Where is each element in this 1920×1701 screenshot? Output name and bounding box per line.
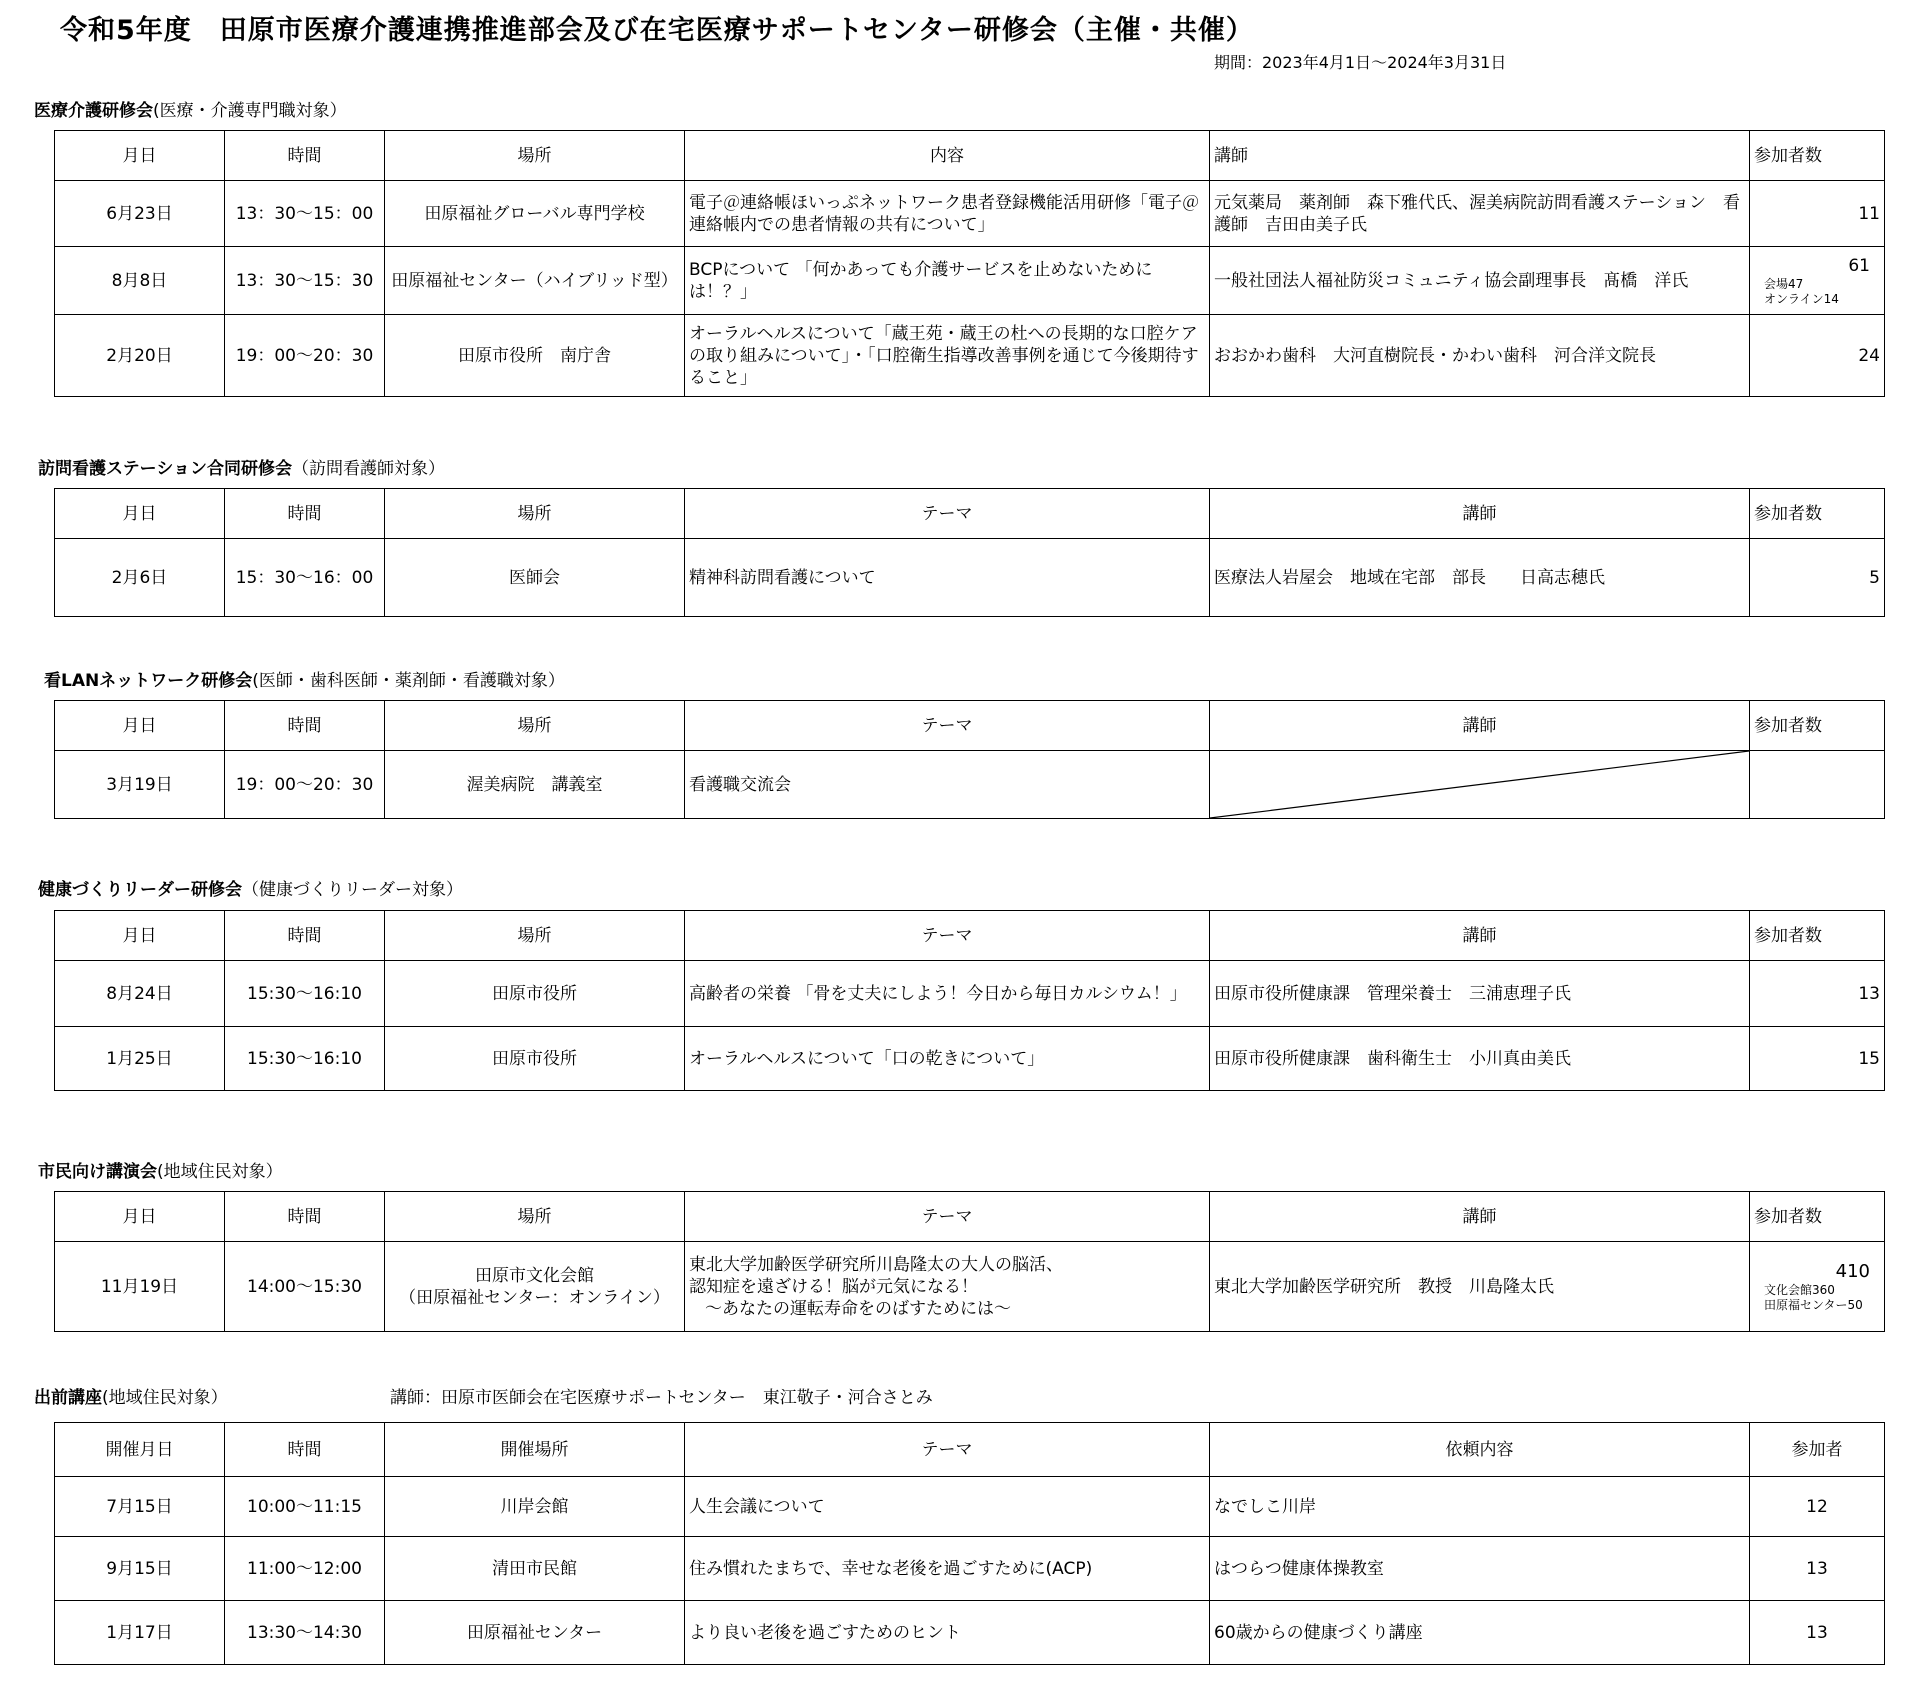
cell-content: オーラルヘルスについて「蔵王苑・蔵王の杜への長期的な口腔ケアの取り組みについて」・「口腔衛生指導改善事例を通じて今後期待すること」 <box>685 315 1210 397</box>
count-online: オンライン14 <box>1764 291 1839 306</box>
table-header-row <box>55 1423 1885 1477</box>
cell-lecturer: おおかわ歯科 大河直樹院長・かわい歯科 河合洋文院長 <box>1210 315 1750 397</box>
header-count: 参加者数 <box>1750 131 1885 181</box>
cell-theme: オーラルヘルスについて「口の乾きについて」 <box>685 1027 1210 1091</box>
cell-count: 13 <box>1750 961 1885 1027</box>
table-row <box>55 1242 1885 1332</box>
header-content: 内容 <box>685 131 1210 181</box>
cell-count <box>1750 1242 1885 1332</box>
cell-place: 田原福祉センター（ハイブリッド型） <box>385 247 685 315</box>
header-count: 参加者数 <box>1750 701 1885 751</box>
cell-time: 14:00～15:30 <box>225 1242 385 1332</box>
section-6-table <box>54 1422 1885 1665</box>
table-row <box>55 539 1885 617</box>
cell-place: 田原福祉グローバル専門学校 <box>385 181 685 247</box>
table-header-row <box>55 1192 1885 1242</box>
header-date: 月日 <box>55 1192 225 1242</box>
header-place: 場所 <box>385 1192 685 1242</box>
table-row <box>55 1537 1885 1601</box>
header-request: 依頼内容 <box>1210 1423 1750 1477</box>
cell-time: 19：00～20：30 <box>225 315 385 397</box>
cell-lecturer: 田原市役所健康課 歯科衛生士 小川真由美氏 <box>1210 1027 1750 1091</box>
theme-line-3: ～あなたの運転寿命をのばすためには～ <box>705 1298 1011 1319</box>
section-4-table <box>54 910 1885 1091</box>
cell-date: 3月19日 <box>55 751 225 819</box>
header-date: 月日 <box>55 701 225 751</box>
section-4-target: （健康づくりリーダー対象） <box>242 880 463 900</box>
header-date: 月日 <box>55 131 225 181</box>
cell-count: 5 <box>1750 539 1885 617</box>
cell-date: 1月17日 <box>55 1601 225 1665</box>
table-header-row <box>55 701 1885 751</box>
cell-date: 8月24日 <box>55 961 225 1027</box>
cell-date: 9月15日 <box>55 1537 225 1601</box>
table-row <box>55 315 1885 397</box>
section-2-table <box>54 488 1885 617</box>
header-date: 月日 <box>55 911 225 961</box>
section-3-title <box>44 666 565 691</box>
header-time: 時間 <box>225 1192 385 1242</box>
count-venue: 会場47 <box>1764 276 1804 291</box>
cell-date: 11月19日 <box>55 1242 225 1332</box>
cell-count <box>1750 751 1885 819</box>
cell-time: 11:00～12:00 <box>225 1537 385 1601</box>
cell-place: 渥美病院 講義室 <box>385 751 685 819</box>
cell-theme: 人生会議について <box>685 1477 1210 1537</box>
theme-line-2: 認知症を遠ざける！脳が元気になる！ <box>689 1276 978 1297</box>
section-1-table <box>54 130 1885 397</box>
table-row <box>55 1601 1885 1665</box>
cell-count: 11 <box>1750 181 1885 247</box>
header-place: 開催場所 <box>385 1423 685 1477</box>
section-1-title <box>34 96 347 121</box>
section-4-name: 健康づくりリーダー研修会 <box>38 880 242 900</box>
table-header-row <box>55 911 1885 961</box>
header-date: 月日 <box>55 489 225 539</box>
table-row <box>55 1477 1885 1537</box>
document-title: 令和5年度 田原市医療介護連携推進部会及び在宅医療サポートセンター研修会（主催・共催） <box>60 15 1254 46</box>
cell-time: 13:30～14:30 <box>225 1601 385 1665</box>
cell-content: 電子＠連絡帳ほいっぷネットワーク患者登録機能活用研修「電子＠連絡帳内での患者情報の共有について」 <box>685 181 1210 247</box>
header-place: 場所 <box>385 911 685 961</box>
cell-lecturer: 元気薬局 薬剤師 森下雅代氏、渥美病院訪問看護ステーション 看護師 吉田由美子氏 <box>1210 181 1750 247</box>
header-theme: テーマ <box>685 489 1210 539</box>
section-6-name: 出前講座 <box>34 1388 102 1408</box>
section-3-target: (医師・歯科医師・薬剤師・看護職対象） <box>252 671 565 691</box>
section-3-table <box>54 700 1885 819</box>
section-6-lecturer-note: 講師：田原市医師会在宅医療サポートセンター 東江敬子・河合さとみ <box>390 1388 933 1408</box>
cell-content: BCPについて 「何かあっても介護サービスを止めないためには！？」 <box>685 247 1210 315</box>
cell-time: 10:00～11:15 <box>225 1477 385 1537</box>
section-1-target: (医療・介護専門職対象） <box>153 101 347 121</box>
header-place: 場所 <box>385 489 685 539</box>
cell-place: 清田市民館 <box>385 1537 685 1601</box>
table-row <box>55 181 1885 247</box>
table-header-row <box>55 131 1885 181</box>
count-total: 410 <box>1835 1260 1870 1282</box>
cell-date: 2月20日 <box>55 315 225 397</box>
cell-request: 60歳からの健康づくり講座 <box>1210 1601 1750 1665</box>
cell-time: 15：30～16：00 <box>225 539 385 617</box>
cell-lecturer: 医療法人岩屋会 地域在宅部 部長 日高志穂氏 <box>1210 539 1750 617</box>
cell-time: 15:30～16:10 <box>225 1027 385 1091</box>
cell-theme: 住み慣れたまちで、幸せな老後を過ごすために(ACP) <box>685 1537 1210 1601</box>
diagonal-strike <box>1210 751 1749 818</box>
theme-line-1: 東北大学加齢医学研究所川島隆太の大人の脳活、 <box>689 1254 1063 1275</box>
cell-time: 15:30～16:10 <box>225 961 385 1027</box>
cell-request: はつらつ健康体操教室 <box>1210 1537 1750 1601</box>
section-5-title <box>38 1157 283 1182</box>
section-1-name: 医療介護研修会 <box>34 101 153 121</box>
count-welfare-center: 田原福センター50 <box>1764 1297 1863 1312</box>
cell-lecturer-empty <box>1210 751 1750 819</box>
header-place: 場所 <box>385 131 685 181</box>
cell-date: 7月15日 <box>55 1477 225 1537</box>
header-time: 時間 <box>225 1423 385 1477</box>
header-theme: テーマ <box>685 911 1210 961</box>
cell-date: 2月6日 <box>55 539 225 617</box>
cell-place: 川岸会館 <box>385 1477 685 1537</box>
header-count: 参加者数 <box>1750 911 1885 961</box>
header-theme: テーマ <box>685 1423 1210 1477</box>
header-time: 時間 <box>225 131 385 181</box>
header-lecturer: 講師 <box>1210 911 1750 961</box>
table-row <box>55 751 1885 819</box>
section-6-title <box>34 1383 228 1408</box>
cell-theme: 看護職交流会 <box>685 751 1210 819</box>
place-main: 田原市文化会館 <box>475 1265 594 1286</box>
header-count: 参加者数 <box>1750 489 1885 539</box>
cell-count: 13 <box>1750 1537 1885 1601</box>
cell-date: 1月25日 <box>55 1027 225 1091</box>
cell-theme <box>685 1242 1210 1332</box>
count-total: 61 <box>1848 255 1870 276</box>
cell-time: 19：00～20：30 <box>225 751 385 819</box>
period-text: 期間：2023年4月1日～2024年3月31日 <box>1214 53 1507 72</box>
cell-lecturer: 田原市役所健康課 管理栄養士 三浦恵理子氏 <box>1210 961 1750 1027</box>
cell-place: 田原市役所 <box>385 1027 685 1091</box>
header-theme: テーマ <box>685 701 1210 751</box>
section-5-target: (地域住民対象） <box>157 1162 283 1182</box>
cell-theme: より良い老後を過ごすためのヒント <box>685 1601 1210 1665</box>
cell-theme: 精神科訪問看護について <box>685 539 1210 617</box>
header-lecturer: 講師 <box>1210 1192 1750 1242</box>
cell-time: 13：30～15：30 <box>225 247 385 315</box>
header-lecturer: 講師 <box>1210 131 1750 181</box>
header-count: 参加者 <box>1750 1423 1885 1477</box>
cell-request: なでしこ川岸 <box>1210 1477 1750 1537</box>
cell-count: 12 <box>1750 1477 1885 1537</box>
cell-count <box>1750 247 1885 315</box>
count-culture-hall: 文化会館360 <box>1764 1282 1835 1297</box>
place-sub: （田原福祉センター：オンライン） <box>399 1287 670 1308</box>
table-row <box>55 247 1885 315</box>
cell-date: 8月8日 <box>55 247 225 315</box>
cell-place: 田原市役所 南庁舎 <box>385 315 685 397</box>
section-5-table <box>54 1191 1885 1332</box>
header-theme: テーマ <box>685 1192 1210 1242</box>
cell-lecturer: 一般社団法人福祉防災コミュニティ協会副理事長 髙橋 洋氏 <box>1210 247 1750 315</box>
header-count: 参加者数 <box>1750 1192 1885 1242</box>
section-2-name: 訪問看護ステーション合同研修会 <box>38 459 292 479</box>
section-6-target: (地域住民対象） <box>102 1388 228 1408</box>
header-time: 時間 <box>225 911 385 961</box>
table-header-row <box>55 489 1885 539</box>
header-date: 開催月日 <box>55 1423 225 1477</box>
cell-date: 6月23日 <box>55 181 225 247</box>
cell-theme: 高齢者の栄養 「骨を丈夫にしよう！今日から毎日カルシウム！」 <box>685 961 1210 1027</box>
header-place: 場所 <box>385 701 685 751</box>
cell-place: 田原市役所 <box>385 961 685 1027</box>
section-5-name: 市民向け講演会 <box>38 1162 157 1182</box>
section-4-title <box>38 875 463 900</box>
header-time: 時間 <box>225 489 385 539</box>
cell-count: 13 <box>1750 1601 1885 1665</box>
table-row <box>55 961 1885 1027</box>
cell-count: 24 <box>1750 315 1885 397</box>
cell-place <box>385 1242 685 1332</box>
section-3-name: 看LANネットワーク研修会 <box>44 671 253 691</box>
cell-count: 15 <box>1750 1027 1885 1091</box>
section-2-target: （訪問看護師対象） <box>291 459 445 479</box>
cell-time: 13：30～15：00 <box>225 181 385 247</box>
header-lecturer: 講師 <box>1210 489 1750 539</box>
cell-place: 田原福祉センター <box>385 1601 685 1665</box>
header-time: 時間 <box>225 701 385 751</box>
table-row <box>55 1027 1885 1091</box>
cell-lecturer: 東北大学加齢医学研究所 教授 川島隆太氏 <box>1210 1242 1750 1332</box>
cell-place: 医師会 <box>385 539 685 617</box>
header-lecturer: 講師 <box>1210 701 1750 751</box>
section-2-title <box>38 454 445 479</box>
